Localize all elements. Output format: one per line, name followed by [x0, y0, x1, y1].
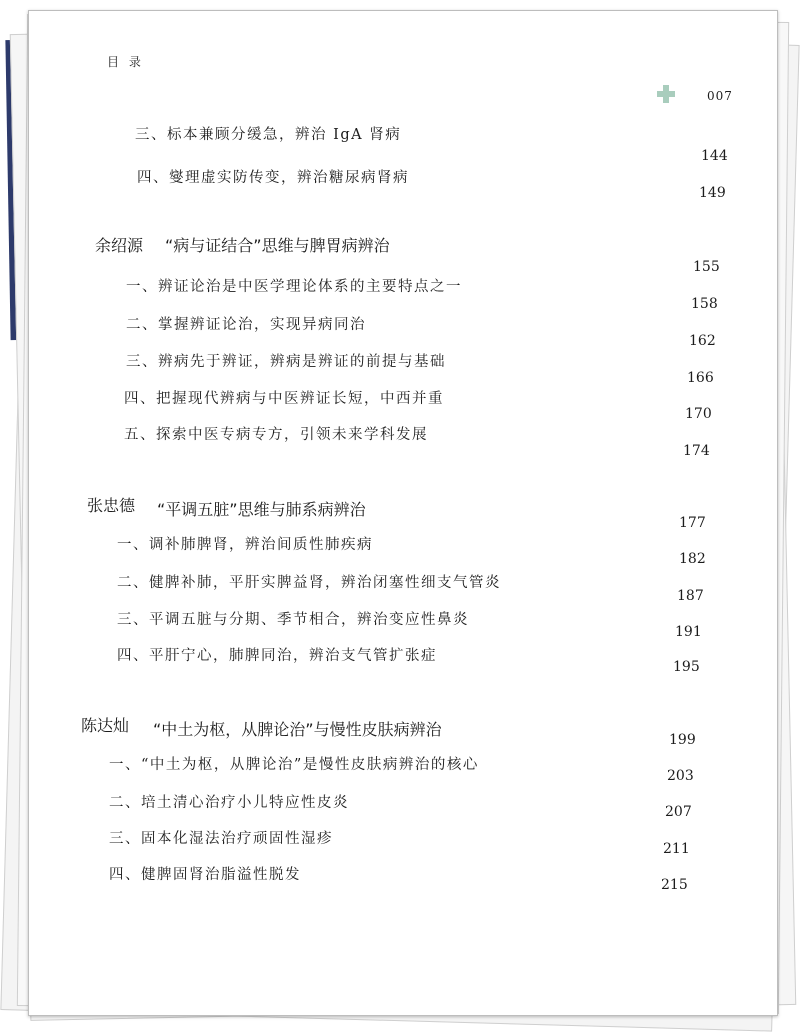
- toc-section-title: “病与证结合”思维与脾胃病辨治: [165, 236, 390, 255]
- toc-entry-page: 203: [667, 768, 694, 784]
- toc-entry-title: 四、平肝宁心，肺脾同治，辨治支气管扩张症: [117, 648, 437, 664]
- toc-entry-title: 二、健脾补肺，平肝实脾益肾，辨治闭塞性细支气管炎: [117, 575, 501, 591]
- toc-entry-page: 144: [701, 148, 728, 164]
- toc-entry-title: 三、平调五脏与分期、季节相合，辨治变应性鼻炎: [117, 612, 469, 628]
- toc-section-title: “平调五脏”思维与肺系病辨治: [157, 500, 366, 519]
- toc-entry-title: 四、健脾固肾治脂溢性脱发: [109, 867, 301, 883]
- toc-entry-page: 177: [679, 515, 706, 531]
- toc-entry-page: 207: [665, 804, 692, 820]
- toc-entry-page: 174: [683, 443, 710, 459]
- page-number: 007: [707, 89, 733, 103]
- toc-entry-title: 三、标本兼顾分缓急，辨治 IgA 肾病: [135, 127, 402, 143]
- toc-entry-page: 155: [693, 259, 720, 275]
- toc-entry-page: 158: [691, 296, 718, 312]
- toc-entry-page: 199: [669, 732, 696, 748]
- toc-entry-title: 一、调补肺脾肾，辨治间质性肺疾病: [117, 537, 373, 553]
- toc-entry-page: 195: [673, 659, 700, 675]
- toc-entry-page: 215: [661, 877, 688, 893]
- toc-section-author: 张忠德: [87, 496, 136, 515]
- toc-entry-page: 187: [677, 588, 704, 604]
- running-header: 目 录: [107, 55, 144, 69]
- toc-entry-page: 182: [679, 551, 706, 567]
- toc-section-author: 陈达灿: [81, 716, 130, 735]
- cross-ornament-icon: [657, 85, 675, 103]
- toc-entry-page: 149: [699, 185, 726, 201]
- toc-section-title: “中土为枢，从脾论治”与慢性皮肤病辨治: [153, 720, 442, 739]
- toc-entry-title: 四、燮理虚实防传变，辨治糖尿病肾病: [137, 170, 409, 186]
- toc-entry-title: 二、掌握辨证论治，实现异病同治: [126, 317, 366, 333]
- toc-page: [28, 10, 778, 1016]
- toc-entry-page: 166: [687, 370, 714, 386]
- toc-entry-title: 一、辨证论治是中医学理论体系的主要特点之一: [126, 279, 462, 295]
- toc-entry-title: 三、固本化湿法治疗顽固性湿疹: [109, 831, 333, 847]
- toc-entry-page: 162: [689, 333, 716, 349]
- toc-entry-title: 四、把握现代辨病与中医辨证长短，中西并重: [124, 391, 444, 407]
- toc-entry-page: 211: [663, 841, 690, 857]
- toc-entry-title: 一、“中土为枢，从脾论治”是慢性皮肤病辨治的核心: [109, 757, 479, 773]
- toc-entry-title: 三、辨病先于辨证，辨病是辨证的前提与基础: [126, 354, 446, 370]
- toc-entry-page: 191: [675, 624, 702, 640]
- toc-entry-title: 二、培土清心治疗小儿特应性皮炎: [109, 795, 349, 811]
- toc-entry-page: 170: [685, 406, 712, 422]
- toc-section-author: 余绍源: [95, 236, 144, 255]
- toc-entry-title: 五、探索中医专病专方，引领未来学科发展: [124, 427, 428, 443]
